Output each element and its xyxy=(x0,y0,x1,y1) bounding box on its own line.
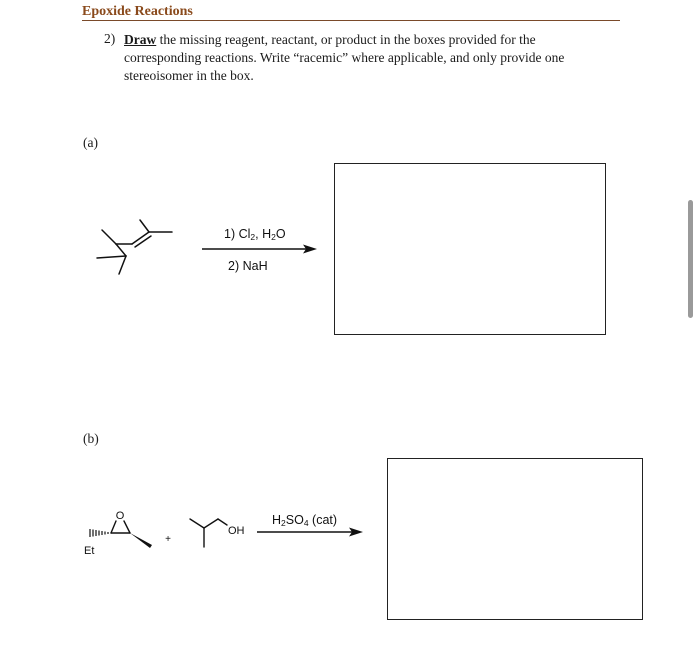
section-title: Epoxide Reactions xyxy=(82,4,193,19)
question-keyword: Draw xyxy=(124,32,157,47)
question-line-2: corresponding reactions. Write “racemic” where applicable, and only provide one xyxy=(124,50,565,65)
part-a-label: (a) xyxy=(83,135,98,150)
part-a-reagent-1 xyxy=(224,227,286,241)
bond xyxy=(116,244,126,256)
wedge-bond xyxy=(130,533,152,548)
reagent-text: O xyxy=(275,227,286,241)
answer-box-a[interactable] xyxy=(334,163,606,335)
bond xyxy=(204,519,218,528)
bond xyxy=(124,521,130,533)
part-b-epoxide-structure xyxy=(78,503,173,561)
bond xyxy=(97,256,126,258)
part-b-alcohol-structure xyxy=(178,507,258,555)
part-a-reagent-2: 2) NaH xyxy=(228,259,268,273)
hydroxyl-label: OH xyxy=(228,525,245,537)
title-divider xyxy=(82,20,620,21)
reagent-subscript: 2 xyxy=(271,232,276,242)
bond xyxy=(102,230,116,244)
part-b-label: (b) xyxy=(83,431,99,446)
part-b-reagent xyxy=(272,513,337,527)
reagent-text: (cat) xyxy=(308,513,338,527)
question-number: 2) xyxy=(104,31,116,46)
question-line-1 xyxy=(124,31,536,49)
reagent-text: 1) Cl xyxy=(224,227,251,241)
double-bond xyxy=(135,236,151,247)
reagent-text: H xyxy=(272,513,282,527)
question-line-1-text: the missing reagent, reactant, or product in the boxes provided for the xyxy=(156,32,536,47)
ethyl-label: Et xyxy=(84,545,95,557)
double-bond xyxy=(132,232,149,244)
answer-box-b[interactable] xyxy=(387,458,643,620)
oxygen-label: O xyxy=(115,510,125,522)
bond xyxy=(218,519,227,525)
bond xyxy=(119,256,126,274)
part-b-reaction-arrow xyxy=(255,526,367,538)
vertical-scrollbar[interactable] xyxy=(688,200,693,318)
question-line-3: stereoisomer in the box. xyxy=(124,68,254,83)
reagent-subscript: 2 xyxy=(250,232,256,242)
reagent-text: , H xyxy=(255,227,272,241)
reagent-text: SO xyxy=(285,513,304,527)
bond xyxy=(190,519,204,528)
plus-sign: + xyxy=(165,534,171,545)
part-a-reaction-arrow xyxy=(200,243,320,255)
bond xyxy=(111,521,116,533)
hashed-wedge-bond xyxy=(90,529,108,537)
bond xyxy=(140,220,149,232)
reagent-subscript: 4 xyxy=(303,518,309,528)
part-a-alkene-structure xyxy=(90,212,180,282)
reagent-subscript: 2 xyxy=(281,518,286,528)
